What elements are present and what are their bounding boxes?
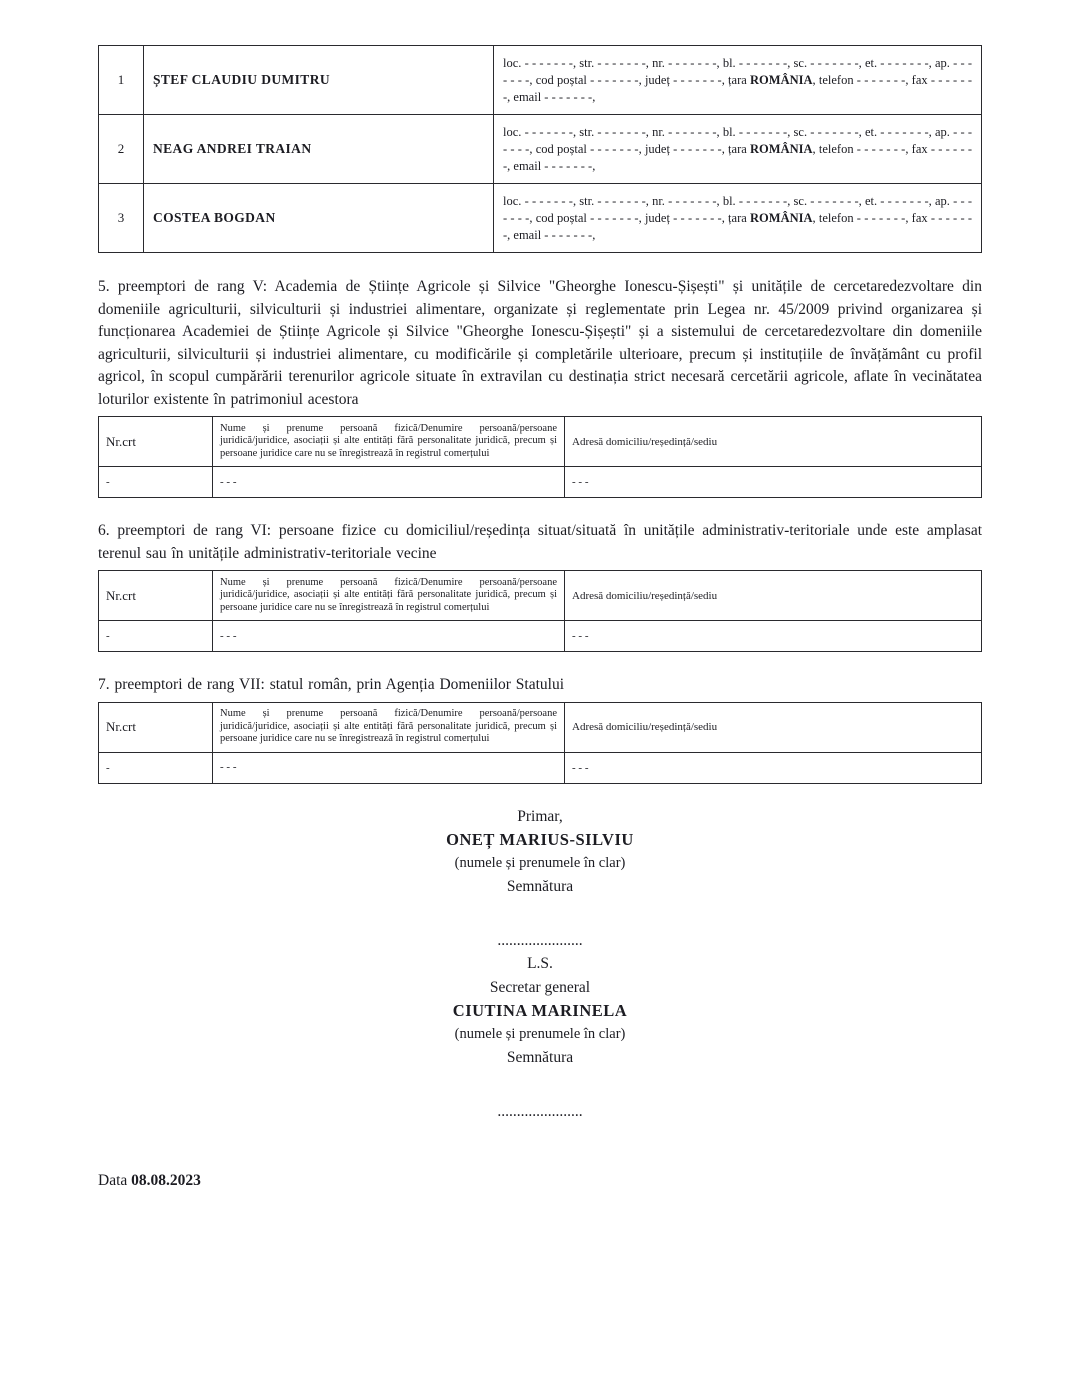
table-header-row xyxy=(99,702,982,752)
cell-address: - - - xyxy=(565,752,982,783)
secretar-name: CIUTINA MARINELA xyxy=(452,1001,628,1020)
row-number: 2 xyxy=(99,115,144,184)
cell-name: - - - xyxy=(213,467,565,498)
primar-name: ONEȚ MARIUS-SILVIU xyxy=(446,830,634,849)
cell-address: - - - xyxy=(565,621,982,652)
table-row xyxy=(99,46,982,115)
date-line xyxy=(98,1172,982,1190)
header-address: Adresă domiciliu/reședință/sediu xyxy=(565,571,982,621)
name-note: (numele și prenumele în clar) xyxy=(454,854,626,871)
signature-block xyxy=(98,805,982,1124)
table-header-row xyxy=(99,571,982,621)
semnatura-label: Semnătura xyxy=(506,1049,574,1066)
table-row xyxy=(99,184,982,253)
date-value: 08.08.2023 xyxy=(131,1172,201,1189)
person-address xyxy=(494,184,982,253)
primar-title: Primar, xyxy=(517,807,563,825)
cell-nr: - xyxy=(99,621,213,652)
header-name: Nume și prenume persoană fizică/Denumire persoană/persoane juridică/juridice, asociații și alte entități fără personalitate juridică, precum și persoane juridice care nu se înregistrează în registrul comerțului xyxy=(213,702,565,752)
country-name: ROMÂNIA xyxy=(750,210,813,225)
cell-name: - - - xyxy=(213,752,565,783)
person-address xyxy=(494,46,982,115)
name-note: (numele și prenumele în clar) xyxy=(454,1025,626,1042)
cell-name: - - - xyxy=(213,621,565,652)
cell-nr: - xyxy=(99,467,213,498)
ls-label: L.S. xyxy=(527,955,553,972)
cell-address: - - - xyxy=(565,467,982,498)
signature-dots: ...................... xyxy=(497,1102,583,1120)
address-text: , telefon - - - - - - -, fax - - - - - - -, email - - - - - - -, xyxy=(503,72,973,104)
preemptor-table-rank-7 xyxy=(98,702,982,784)
header-name: Nume și prenume persoană fizică/Denumire persoană/persoane juridică/juridice, asociații și alte entități fără personalitate juridică, precum și persoane juridice care nu se înregistrează în registrul comerțului xyxy=(213,571,565,621)
row-number: 3 xyxy=(99,184,144,253)
table-row xyxy=(99,115,982,184)
preemptor-table-rank-5 xyxy=(98,416,982,498)
person-name: COSTEA BOGDAN xyxy=(144,184,494,253)
table-row xyxy=(99,467,982,498)
header-address: Adresă domiciliu/reședință/sediu xyxy=(565,417,982,467)
table-header-row xyxy=(99,417,982,467)
secretar-title: Secretar general xyxy=(489,978,591,996)
country-name: ROMÂNIA xyxy=(750,141,813,156)
person-name: NEAG ANDREI TRAIAN xyxy=(144,115,494,184)
address-text: , telefon - - - - - - -, fax - - - - - - -, email - - - - - - -, xyxy=(503,210,973,242)
address-text: , telefon - - - - - - -, fax - - - - - - -, email - - - - - - -, xyxy=(503,141,973,173)
paragraph-rank-5: 5. preemptori de rang V: Academia de Științe Agricole și Silvice "Gheorghe Ionescu-Șișești" și unitățile de cercetaredezvoltare din domeniile agriculturii, silviculturii și industriei alimentare, organizate și reglementate prin Legea nr. 45/2009 privind organizarea și funcționarea Academiei de Științe Agricole și Silvice "Gheorghe Ionescu-Șișești" și a sistemului de cercetaredezvoltare din domeniile agriculturii, silviculturii și industriei alimentare, cu modificările și completările ulterioare, precum și instituțiile de învățământ cu profil agricol, în scopul cumpărării terenurilor agricole situate în extravilan cu destinația strict necesară cercetării agricole, aflate în vecinătatea loturilor existente în patrimoniul acestora xyxy=(98,278,982,408)
address-text: loc. - - - - - - -, str. - - - - - - -, nr. - - - - - - -, bl. - - - - - - -, sc. - - - - - - -, et. - - - - - - -, ap. - - - - - - -, cod poștal - - - - - - -, județ - - - - - - -, țara xyxy=(503,193,972,225)
signature-dots: ...................... xyxy=(497,931,583,949)
header-address: Adresă domiciliu/reședință/sediu xyxy=(565,702,982,752)
header-name: Nume și prenume persoană fizică/Denumire persoană/persoane juridică/juridice, asociații și alte entități fără personalitate juridică, precum și persoane juridice care nu se înregistrează în registrul comerțului xyxy=(213,417,565,467)
preemptor-table-rank-6 xyxy=(98,570,982,652)
table-row xyxy=(99,621,982,652)
document-content xyxy=(98,45,982,1190)
date-label: Data xyxy=(98,1172,132,1189)
semnatura-label: Semnătura xyxy=(506,878,574,895)
header-nr-crt: Nr.crt xyxy=(99,417,213,467)
header-nr-crt: Nr.crt xyxy=(99,571,213,621)
paragraph-rank-7: 7. preemptori de rang VII: statul român, prin Agenția Domeniilor Statului xyxy=(98,676,565,693)
table-row xyxy=(99,752,982,783)
row-number: 1 xyxy=(99,46,144,115)
country-name: ROMÂNIA xyxy=(750,72,813,87)
address-text: loc. - - - - - - -, str. - - - - - - -, nr. - - - - - - -, bl. - - - - - - -, sc. - - - - - - -, et. - - - - - - -, ap. - - - - - - -, cod poștal - - - - - - -, județ - - - - - - -, țara xyxy=(503,55,972,87)
address-text: loc. - - - - - - -, str. - - - - - - -, nr. - - - - - - -, bl. - - - - - - -, sc. - - - - - - -, et. - - - - - - -, ap. - - - - - - -, cod poștal - - - - - - -, județ - - - - - - -, țara xyxy=(503,124,972,156)
person-name: ȘTEF CLAUDIU DUMITRU xyxy=(144,46,494,115)
persons-table xyxy=(98,45,982,253)
header-nr-crt: Nr.crt xyxy=(99,702,213,752)
person-address xyxy=(494,115,982,184)
paragraph-rank-6: 6. preemptori de rang VI: persoane fizice cu domiciliul/reședința situat/situată în unitățile administrativ-teritoriale unde este amplasat terenul sau în unitățile administrativ-teritoriale vecine xyxy=(98,522,982,562)
cell-nr: - xyxy=(99,752,213,783)
